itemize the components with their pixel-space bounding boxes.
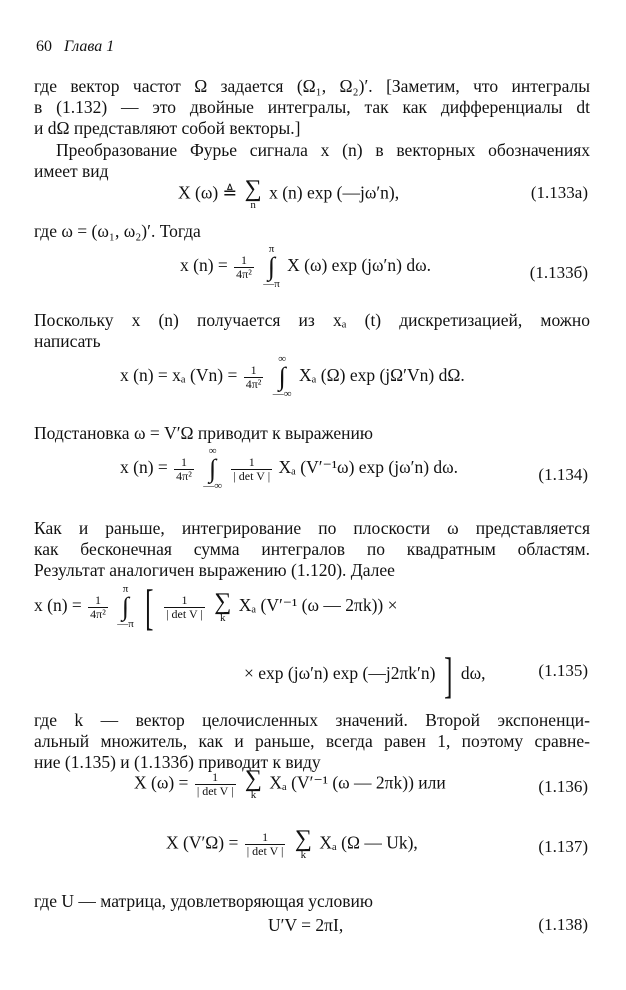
equation-1-137 [166,828,418,861]
integral-upper: π [268,243,275,255]
equation-lhs: x (n) = [34,595,82,616]
sum-subscript: k [250,789,257,801]
integral-lower: —∞ [272,388,292,400]
numerator: 1 [195,771,236,785]
fraction [88,594,108,621]
denominator: | det V | [233,468,271,483]
equation-rhs: Xₐ (Ω — Uk), [319,832,418,853]
integral-symbol: π ∫ —π [117,583,134,630]
text-line: и dΩ представляют собой векторы.] [34,118,301,138]
sum-symbol: ∑ k [244,766,262,801]
denominator: 4π² [90,606,106,621]
equation-1-138: U′V = 2πI, [268,915,344,935]
sum-subscript: n [250,199,256,211]
paragraph-5 [34,710,590,773]
equation-lhs: X (ω) = [134,772,189,793]
paragraph-3 [34,310,590,352]
equation-lhs: x (n) = [120,457,168,478]
chapter-title: Глава 1 [64,38,115,55]
equation-rhs: Xₐ (Ω) exp (jΩ′Vn) dΩ. [298,365,465,386]
equation-lhs: x (n) = xₐ (Vn) = [120,365,238,386]
fraction [234,254,254,281]
equation-number: (1.137) [538,837,588,856]
sum-symbol: ∑ k [294,826,312,861]
integral-symbol: π ∫ —π [263,243,280,290]
text-line: альный множитель, как и раньше, всегда равен 1, поэтому сравне- [34,731,590,751]
numerator: 1 [231,456,272,470]
text-line: Как и раньше, интегрирование по плоскости ω представляется [34,518,590,538]
equation-lhs: X (ω) ≜ [178,182,238,203]
text-line: написать [34,331,101,351]
denominator: 4π² [245,376,262,391]
integral-upper: ∞ [208,445,217,457]
equation-rhs: Xₐ (V′⁻¹ (ω — 2πk)) или [269,772,446,793]
integral-symbol: ∞ ∫ —∞ [203,445,223,492]
equation-lhs: X (V′Ω) = [166,832,239,853]
page-header [36,38,114,56]
equation-lhs: x (n) = [180,255,228,276]
sum-subscript: k [300,849,307,861]
equation-rhs: Xₐ (V′⁻¹ (ω — 2πk)) × [238,595,398,616]
numerator: 1 [88,594,108,608]
integral-upper: ∞ [278,353,287,365]
text-line: как бесконечная сумма интегралов по квадратным областям. [34,539,590,559]
numerator: 1 [164,594,205,608]
denominator: | det V | [246,844,284,858]
text-line: где вектор частот Ω задается (Ω₁, Ω₂)′. [Заметим, что интегралы [34,76,590,96]
text-line: где U — матрица, удовлетворяющая условию [34,891,373,911]
equation-number: (1.138) [538,915,588,934]
equation-number: (1.136) [538,777,588,796]
denominator: | det V | [196,784,234,798]
equation-1-133b [180,244,431,290]
text-line: в (1.132) — это двойные интегралы, так как дифференциалы dt [34,97,590,117]
text-line: где k — вектор целочисленных значений. Второй экспоненци- [34,710,590,730]
equation-rhs: x (n) exp (—jω′n), [269,182,400,203]
denominator: | det V | [166,606,203,621]
fraction [231,456,272,483]
equation-continuation: × exp (jω′n) exp (—j2πk′n) [244,663,436,684]
equation-1-135-line2 [244,647,486,703]
text-line: Поскольку x (n) получается из xₐ (t) дискретизацией, можно [34,310,590,330]
fraction [164,594,205,621]
equation-1-135-line1 [34,579,398,635]
text-line: ние (1.135) и (1.133б) приводит к виду [34,752,321,772]
equation-number: (1.133a) [530,183,588,202]
integral-lower: —π [263,278,280,290]
text-line: где ω = (ω₁, ω₂)′. Тогда [34,221,201,241]
equation-number: (1.133б) [529,263,588,282]
equation-1-133a [178,178,399,211]
denominator: 4π² [176,468,192,483]
left-bracket: [ [145,579,154,635]
fraction [195,771,236,798]
equation-rhs: X (ω) exp (jω′n) dω. [287,255,431,276]
numerator: 1 [245,831,286,845]
fraction [245,831,286,858]
right-bracket: ] [443,647,453,703]
equation-end: dω, [460,663,486,684]
equation-rhs: Xₐ (V′⁻¹ω) exp (jω′n) dω. [278,457,459,478]
sum-subscript: k [220,611,226,624]
numerator: 1 [174,456,194,470]
text-line: Результат аналогичен выражению (1.120). Далее [34,560,395,580]
integral-lower: —∞ [203,480,223,492]
paragraph-1 [34,76,590,139]
equation-xn-discretization [120,354,465,400]
equation-1-134 [120,446,458,492]
fraction [244,364,264,391]
equation-1-136 [134,768,446,801]
integral-symbol: ∞ ∫ —∞ [272,353,292,400]
paragraph-2 [34,140,590,182]
paragraph-4 [34,518,590,581]
sum-symbol: ∑ n [244,176,262,211]
text-line: Преобразование Фурье сигнала x (n) в векторных обозначениях [56,140,590,160]
equation-number: (1.135) [538,661,588,680]
text-line: имеет вид [34,161,109,181]
numerator: 1 [234,254,254,268]
denominator: 4π² [236,266,252,281]
text-line: Подстановка ω = V′Ω приводит к выражению [34,423,373,443]
integral-upper: π [122,583,129,595]
fraction [174,456,194,483]
page-number: 60 [36,38,52,55]
equation-number: (1.134) [538,465,588,484]
numerator: 1 [244,364,264,378]
integral-lower: —π [117,618,134,630]
sum-symbol: ∑ k [214,588,232,624]
